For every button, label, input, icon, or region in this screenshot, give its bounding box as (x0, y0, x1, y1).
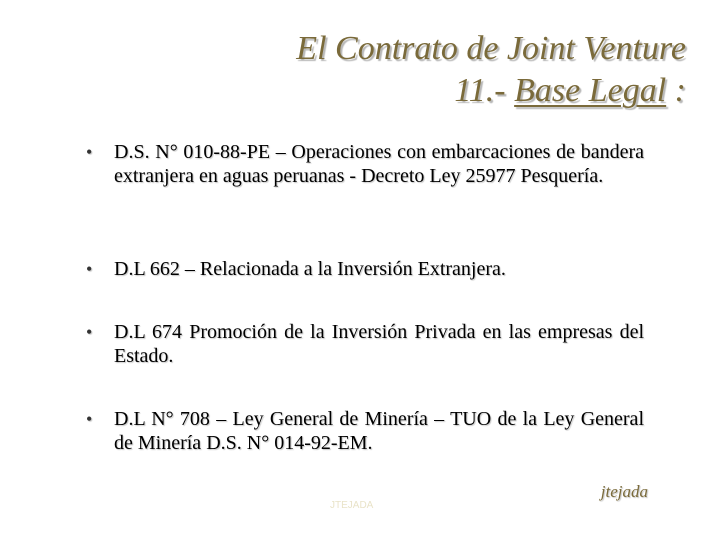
bullet-item (86, 140, 644, 188)
bullet-text: D.L 662 – Relacionada a la Inversión Extranjera. (114, 258, 506, 280)
title-colon: : (666, 72, 686, 109)
bullet-text: D.L 674 Promoción de la Inversión Privada en las empresas del Estado. (114, 321, 644, 367)
title-section-heading: Base Legal (514, 72, 667, 109)
bullet-text: D.S. N° 010-88-PE – Operaciones con embarcaciones de bandera extranjera en aguas peruanas - Decreto Ley 25977 Pesquería. (114, 141, 644, 187)
bullet-text: D.L N° 708 – Ley General de Minería – TUO de la Ley General de Minería D.S. N° 014-92-EM. (114, 408, 644, 454)
bullet-item (86, 320, 644, 368)
footer-watermark: JTEJADA (330, 500, 374, 511)
title-line-2 (126, 70, 686, 112)
bullet-marker: • (86, 142, 93, 162)
bullet-item (86, 407, 644, 455)
bullet-item (86, 257, 506, 281)
slide-title (126, 28, 686, 112)
bullet-marker: • (86, 409, 93, 429)
bullet-marker: • (86, 259, 93, 279)
title-line-1: El Contrato de Joint Venture (296, 30, 686, 67)
bullet-marker: • (86, 322, 93, 342)
footer-author: jtejada (600, 482, 648, 501)
title-section-number: 11.- (454, 72, 515, 109)
